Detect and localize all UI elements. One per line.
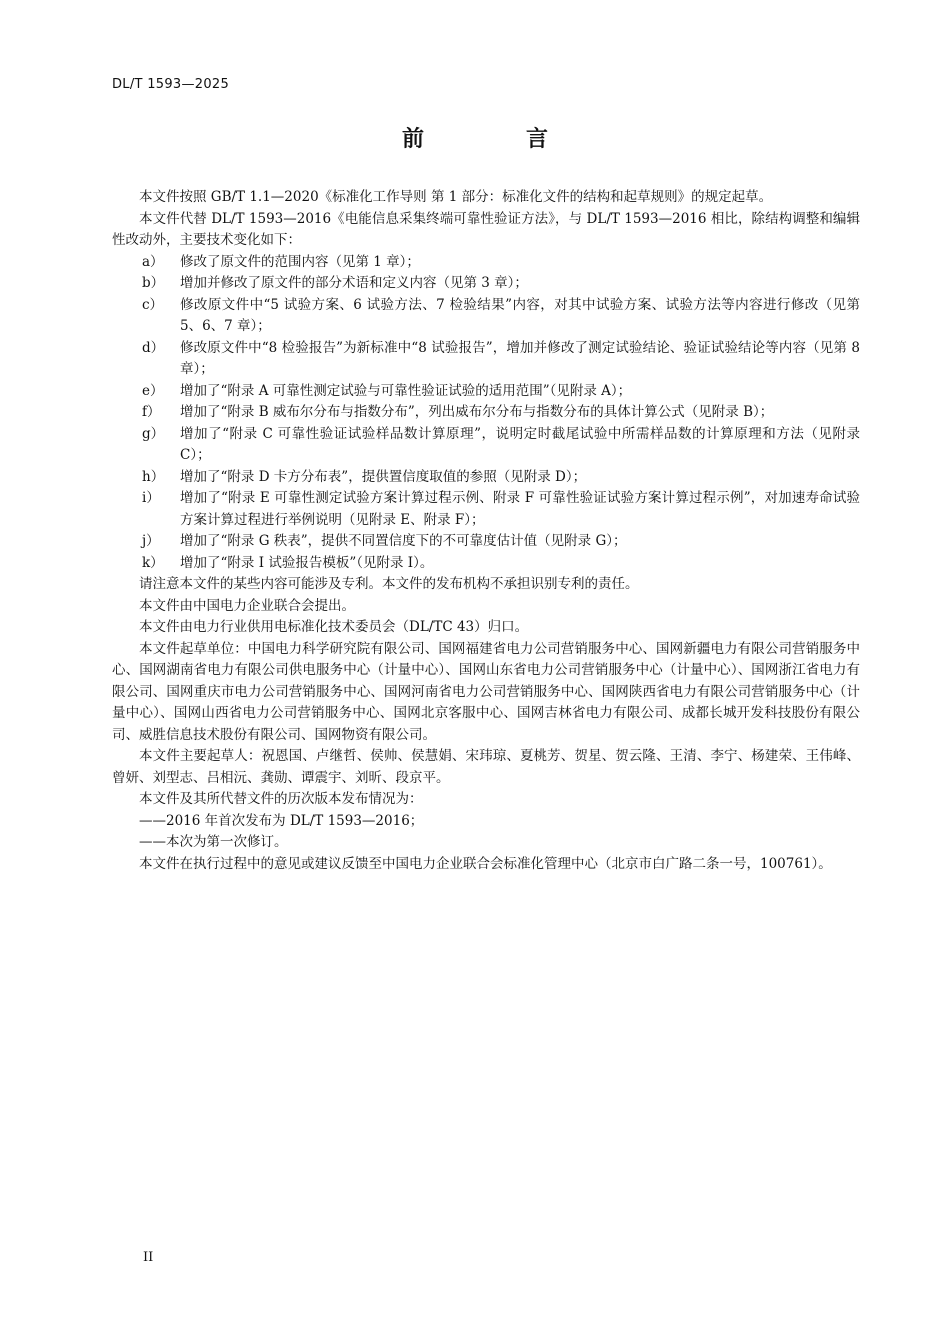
list-item-label: i） (142, 490, 160, 506)
list-item-label: b） (142, 275, 165, 291)
document-body (112, 187, 860, 875)
list-item-label: d） (142, 339, 165, 356)
patent-notice: 请注意本文件的某些内容可能涉及专利。本文件的发布机构不承担识别专利的责任。 (139, 576, 639, 592)
list-item-label: c） (142, 296, 164, 313)
intro-paragraph: 本文件按照 GB/T 1.1—2020《标准化工作导则 第 1 部分：标准化文件的结构和起草规则》的规定起草。 (139, 189, 773, 205)
list-item-text: 修改原文件中“8 检验报告”为新标准中“8 试验报告”，增加并修改了测定试验结论、验证试验结论等内容（见第 8 章）； (180, 339, 860, 377)
list-item-label: g） (142, 425, 165, 442)
list-item (112, 424, 860, 467)
list-item-label: e） (142, 382, 164, 399)
main-drafters: 本文件主要起草人：祝恩国、卢继哲、侯帅、侯慧娟、宋玮琼、夏桃芳、贺星、贺云隆、王清、李宁、杨建荣、王伟峰、曾妍、刘型志、吕相沅、龚勋、谭震宇、刘昕、段京平。 (112, 748, 860, 786)
list-item-label: f） (142, 404, 161, 420)
history-item: ——2016 年首次发布为 DL/T 1593—2016； (139, 812, 424, 829)
list-item-text: 增加了“附录 C 可靠性验证试验样品数计算原理”，说明定时截尾试验中所需样品数的计算原理和方法（见附录 C）； (180, 425, 860, 463)
drafting-units: 本文件起草单位：中国电力科学研究院有限公司、国网福建省电力公司营销服务中心、国网新疆电力有限公司营销服务中心、国网湖南省电力有限公司供电服务中心（计量中心）、国网山东省电力公司营销服务中心（计量中心）、国网浙江省电力有限公司、国网重庆市电力公司营销服务中心、国网河南省电力公司营销服务中心、国网陕西省电力有限公司营销服务中心（计量中心）、国网山西省电力公司营销服务中心、国网北京客服中心、国网吉林省电力有限公司、成都长城开发科技股份有限公司、威胜信息技术股份有限公司、国网物资有限公司。 (112, 640, 860, 743)
list-item-label: h） (142, 468, 165, 485)
list-item (112, 295, 860, 338)
list-item (112, 467, 860, 489)
intro-paragraph: 本文件代替 DL/T 1593—2016《电能信息采集终端可靠性验证方法》，与 DL/T 1593—2016 相比，除结构调整和编辑性改动外，主要技术变化如下： (112, 210, 860, 248)
history-item: ——本次为第一次修订。 (139, 834, 288, 850)
list-item-text: 增加了“附录 I 试验报告模板”（见附录 I）。 (180, 554, 434, 571)
list-item-text: 修改了原文件的范围内容（见第 1 章）； (180, 253, 420, 270)
list-item (112, 488, 860, 531)
list-item-text: 增加了“附录 B 威布尔分布与指数分布”，列出威布尔分布与指数分布的具体计算公式（见附录 B）； (180, 404, 774, 420)
list-item (112, 381, 860, 403)
list-item-text: 增加并修改了原文件的部分术语和定义内容（见第 3 章）； (180, 275, 528, 291)
list-item (112, 553, 860, 575)
list-item (112, 338, 860, 381)
document-code: DL/T 1593—2025 (112, 77, 230, 92)
list-item-text: 修改原文件中“5 试验方案、6 试验方法、7 检验结果”内容，对其中试验方案、试验方法等内容进行修改（见第 5、6、7 章）； (180, 296, 860, 334)
list-item-text: 增加了“附录 G 秩表”，提供不同置信度下的不可靠度估计值（见附录 G）； (180, 533, 627, 549)
feedback-statement: 本文件在执行过程中的意见或建议反馈至中国电力企业联合会标准化管理中心（北京市白广路二条一号，100761）。 (139, 855, 832, 872)
list-item (112, 252, 860, 274)
page-number: II (143, 1250, 154, 1265)
list-item-label: a） (142, 253, 164, 270)
list-item-label: j） (142, 533, 160, 549)
list-item-text: 增加了“附录 A 可靠性测定试验与可靠性验证试验的适用范围”（见附录 A）； (180, 382, 632, 399)
list-item (112, 273, 860, 295)
committee-statement: 本文件由电力行业供用电标准化技术委员会（DL/TC 43）归口。 (139, 619, 529, 635)
list-item-label: k） (142, 554, 164, 571)
section-title: 前 言 (401, 127, 588, 152)
history-heading: 本文件及其所代替文件的历次版本发布情况为： (139, 791, 423, 807)
changes-list (112, 252, 860, 575)
list-item-text: 增加了“附录 E 可靠性测定试验方案计算过程示例、附录 F 可靠性验证试验方案计算过程示例”，对加速寿命试验方案计算过程进行举例说明（见附录 E、附录 F）； (180, 490, 860, 528)
list-item-text: 增加了“附录 D 卡方分布表”，提供置信度取值的参照（见附录 D）； (180, 468, 587, 485)
list-item (112, 531, 860, 553)
list-item (112, 402, 860, 424)
proposer-statement: 本文件由中国电力企业联合会提出。 (139, 597, 355, 614)
